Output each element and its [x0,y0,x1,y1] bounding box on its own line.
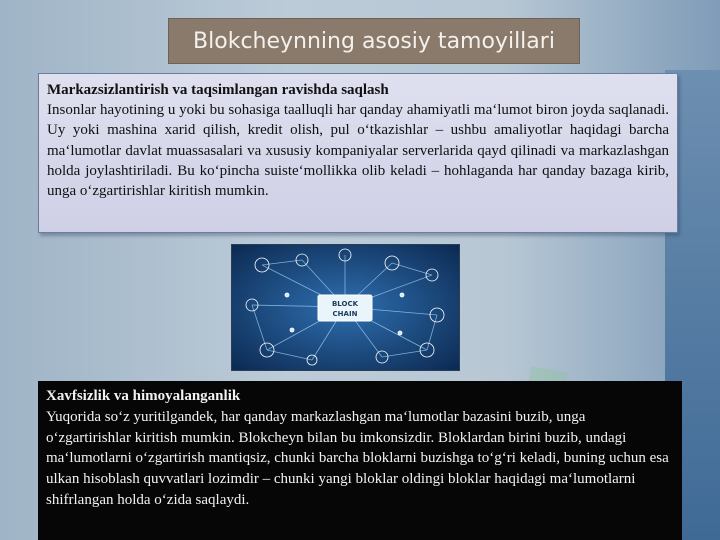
section2-body: Yuqorida soʻz yuritilgandek, har qanday markazlashgan maʻlumotlar bazasini buzib, unga oʻzgartirishlar kiritish mumkin. Blokcheyn bilan bu imkonsizdir. Bloklardan birini buzib, undagi maʻlumotlarni oʻzgartirish mantiqsiz, chunki barcha bloklarni buzishga toʻgʻri keladi, buning uchun esa ulkan hisoblash quvvatlari lozimdir – chunki yangi bloklar oldingi bloklar haqidagi maʻlumotlarni shifrlangan holda oʻzida saqlaydi. [46,408,669,508]
slide-title: Blokcheynning asosiy tamoyillari [193,28,555,54]
blockchain-illustration [231,244,460,371]
section1-heading: Markazsizlantirish va taqsimlangan ravishda saqlash [47,82,389,98]
block-label: BLOCK [331,300,359,308]
slide-title-box [168,18,580,64]
section1-body: Insonlar hayotining u yoki bu sohasiga taalluqli har qanday ahamiyatli maʻlumot biron joyda saqlanadi. Uy yoki mashina xarid qilish, kredit olish, pul oʻtkazishlar – ushbu amaliyotlar haqidagi barcha maʻlumotlar davlat muassasalari va xususiy kompaniyalar serverlarida qayd qilinadi va markazlashgan holda joylashtiriladi. Bu koʻpincha suisteʻmollikka olib keladi – hohlaganda har qanday bazaga kirib, unga oʻzgartirishlar kiritish mumkin. [47,102,669,200]
blockchain-network-icon [232,245,459,370]
security-text-box [38,381,682,540]
decentralization-text-box [38,73,678,233]
chain-label: CHAIN [332,310,358,318]
section2-heading: Xavfsizlik va himoyalanganlik [46,388,241,404]
